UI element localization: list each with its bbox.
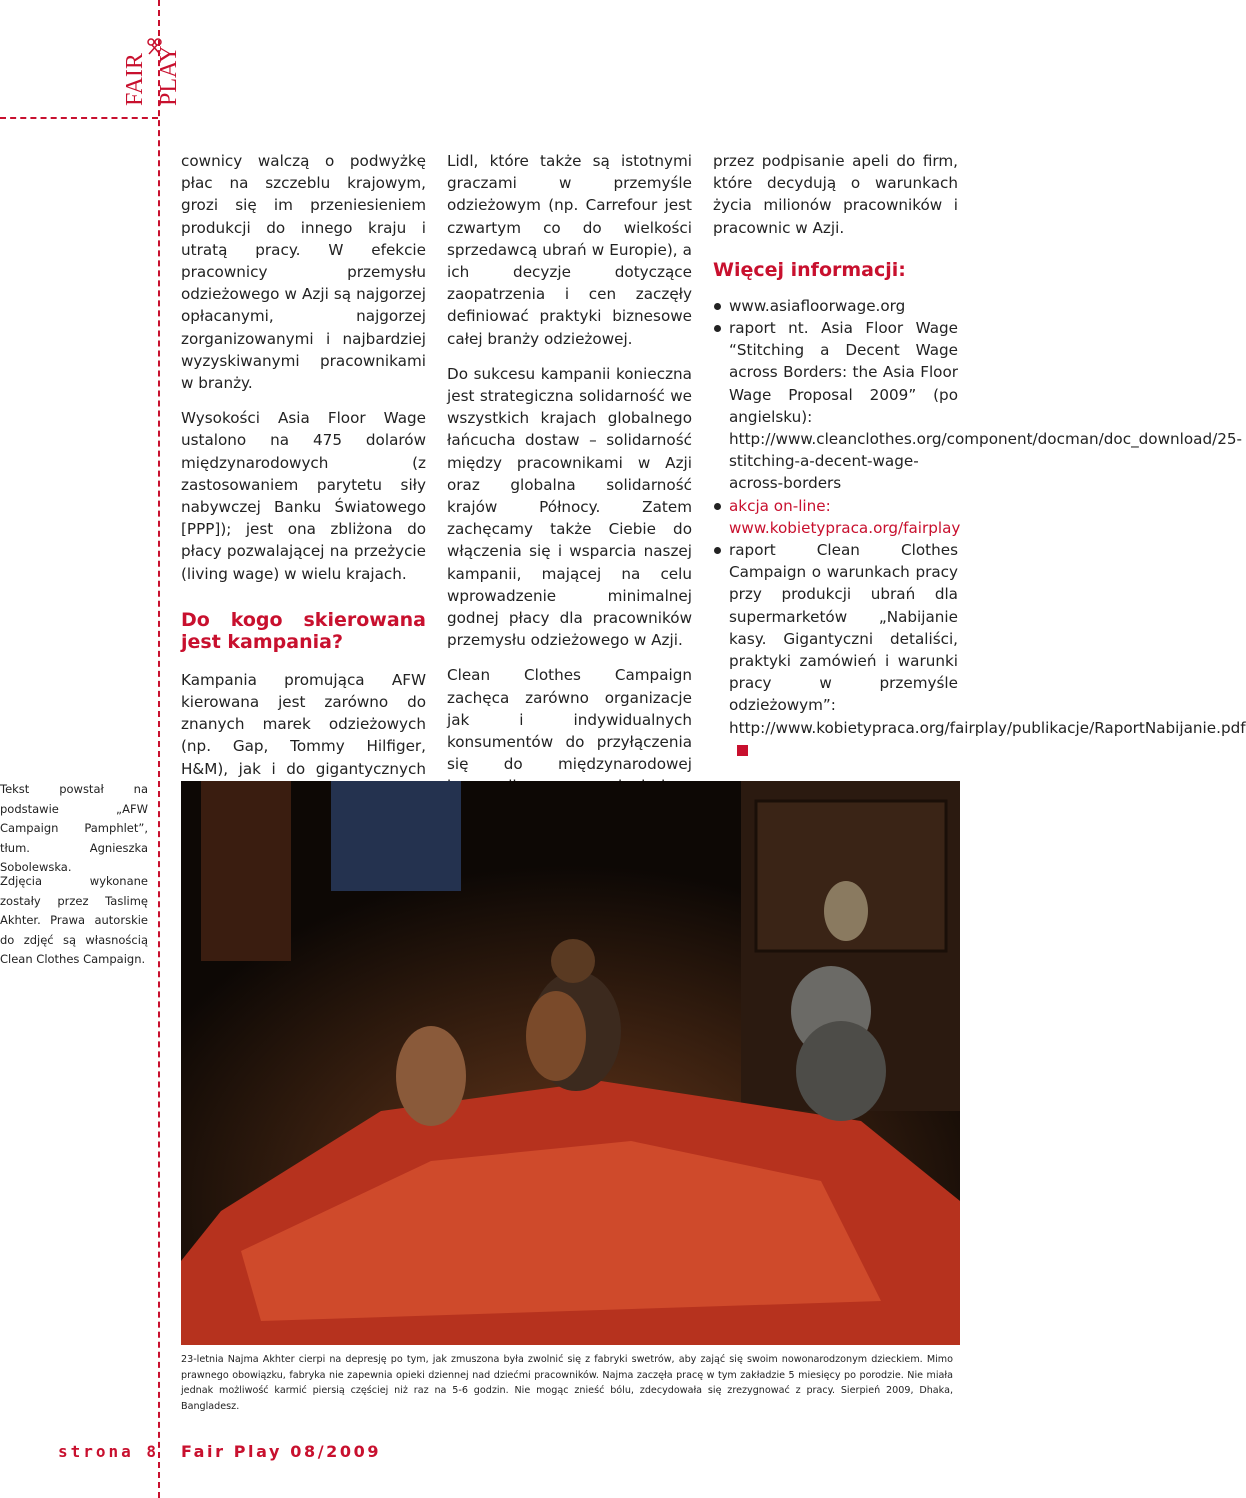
logo-word-play: PLAY	[156, 45, 182, 106]
photo-caption: 23-letnia Najma Akhter cierpi na depresję po tym, jak zmuszona była zwolnić się z fabryki swetrów, aby zająć się swoim nowonarodzonym dzieckiem. Mimo prawnego obowiązku, fabryka nie zapewnia opieki dziennej nad dziećmi pracowników. Najma zaczęła pracę w tym zakładzie 5 miesięcy po porodzie. Nie miała jednak możliwość karmić piersią częściej niż raz na 5-6 godzin. Nie mogąc znieść bólu, zdecydowała się zrezygnować z pracy. Sierpień 2009, Dhaka, Bangladesz.	[181, 1354, 953, 1412]
fair-play-logo	[118, 36, 194, 112]
logo-word-fair: FAIR	[122, 53, 148, 106]
section-heading: Więcej informacji:	[713, 258, 906, 281]
paragraph: przez podpisanie apeli do firm, które decydują o warunkach życia milionów pracowników i pracownic w Azji.	[713, 152, 958, 237]
vertical-dashed-line	[158, 0, 160, 1498]
sidebar-note-source: Tekst powstał na podstawie „AFW Campaign Pamphlet”, tłum. Agnieszka Sobolewska.	[0, 782, 148, 874]
info-list	[713, 295, 1246, 761]
paragraph: cownicy walczą o podwyżkę płac na szczeblu krajowym, grozi się im przeniesieniem produkcji do innego kraju i utratą pracy. W efekcie pracownicy przemysłu odzieżowego w Azji są najgorzej opłacanymi, najgorzej zorganizowanymi i najbardziej wyzyskiwanymi pracownikami w branży.	[181, 152, 426, 393]
issue-label: Fair Play 08/2009	[181, 1442, 382, 1461]
list-item	[713, 539, 1246, 761]
list-item	[713, 317, 1243, 495]
horizontal-dashed-line	[0, 117, 158, 119]
photo-mother-with-children	[181, 781, 960, 1345]
end-mark-icon	[737, 745, 748, 756]
column-1	[181, 150, 426, 837]
list-item[interactable]	[713, 295, 958, 317]
paragraph: Clean Clothes Campaign zachęca zarówno organizacje jak i indywidualnych konsumentów do przyłączenia się do międzynarodowej	[447, 666, 692, 774]
section-heading: Do kogo skierowana jest kampania?	[181, 608, 426, 653]
report-afw-text: raport nt. Asia Floor Wage “Stitching a Decent Wage across Borders: the Asia Floor Wage Proposal 2009” (po angielsku): http://www.cleanclothes.org/component/docman/doc_download/25-stitching-a-decent-wage-across-borders	[729, 319, 1243, 493]
report-ccc-text: raport Clean Clothes Campaign o warunkach pracy przy produkcji ubrań dla supermarketów „Nabijanie kasy. Gigantyczni detaliści, praktyki zamówień i warunki pracy w przemyśle odzieżowym”: http://www.kobietypraca.org/fairplay/publikacje/RaportNabijanie.pdf	[729, 541, 1246, 737]
paragraph: Kampania promująca AFW kierowana jest zarówno do znanych marek odzieżowych (np. Gap, Tommy Hilfiger, H&M), jak i do gigantycznych	[181, 670, 426, 778]
link-asiafloorwage[interactable]: www.asiafloorwage.org	[729, 296, 906, 315]
paragraph: Wysokości Asia Floor Wage ustalono na 475 dolarów międzynarodowych (z zastosowaniem parytetu siły nabywczej Banku Światowego [PPP]); jest ona zbliżona do płacy pozwalającej na przeżycie (living wage) w wielu krajach.	[181, 409, 426, 583]
column-2	[447, 150, 692, 833]
column-3	[713, 150, 1246, 761]
page-number: strona 8	[58, 1442, 160, 1461]
link-kobietypraca[interactable]: www.kobietypraca.org/fairplay	[729, 518, 961, 537]
sidebar-note-photos: Zdjęcia wykonane zostały przez Taslimę Akhter. Prawa autorskie do zdjęć są własnością Clean Clothes Campaign.	[0, 874, 148, 966]
paragraph: Do sukcesu kampanii konieczna jest strategiczna solidarność we wszystkich krajach globalnego łańcucha dostaw – solidarność między pracownikami w Azji oraz globalna solidarność krajów Północy. Zatem zachęcamy także Ciebie do włączenia się i wsparcia naszej kampanii, mającej na celu wprowadzenie minimalnej godnej płacy dla pracowników przemysłu odzieżowego w Azji.	[447, 364, 692, 650]
action-online-label: akcja on-line:	[729, 496, 831, 515]
list-item[interactable]	[713, 495, 961, 539]
paragraph: Lidl, które także są istotnymi graczami w przemyśle odzieżowym (np. Carrefour jest czwartym co do wielkości sprzedawcą ubrań w Europie), a ich decyzje dotyczące zaopatrzenia i cen zaczęły definiować praktyki biznesowe całej branży odzieżowej.	[447, 152, 692, 348]
